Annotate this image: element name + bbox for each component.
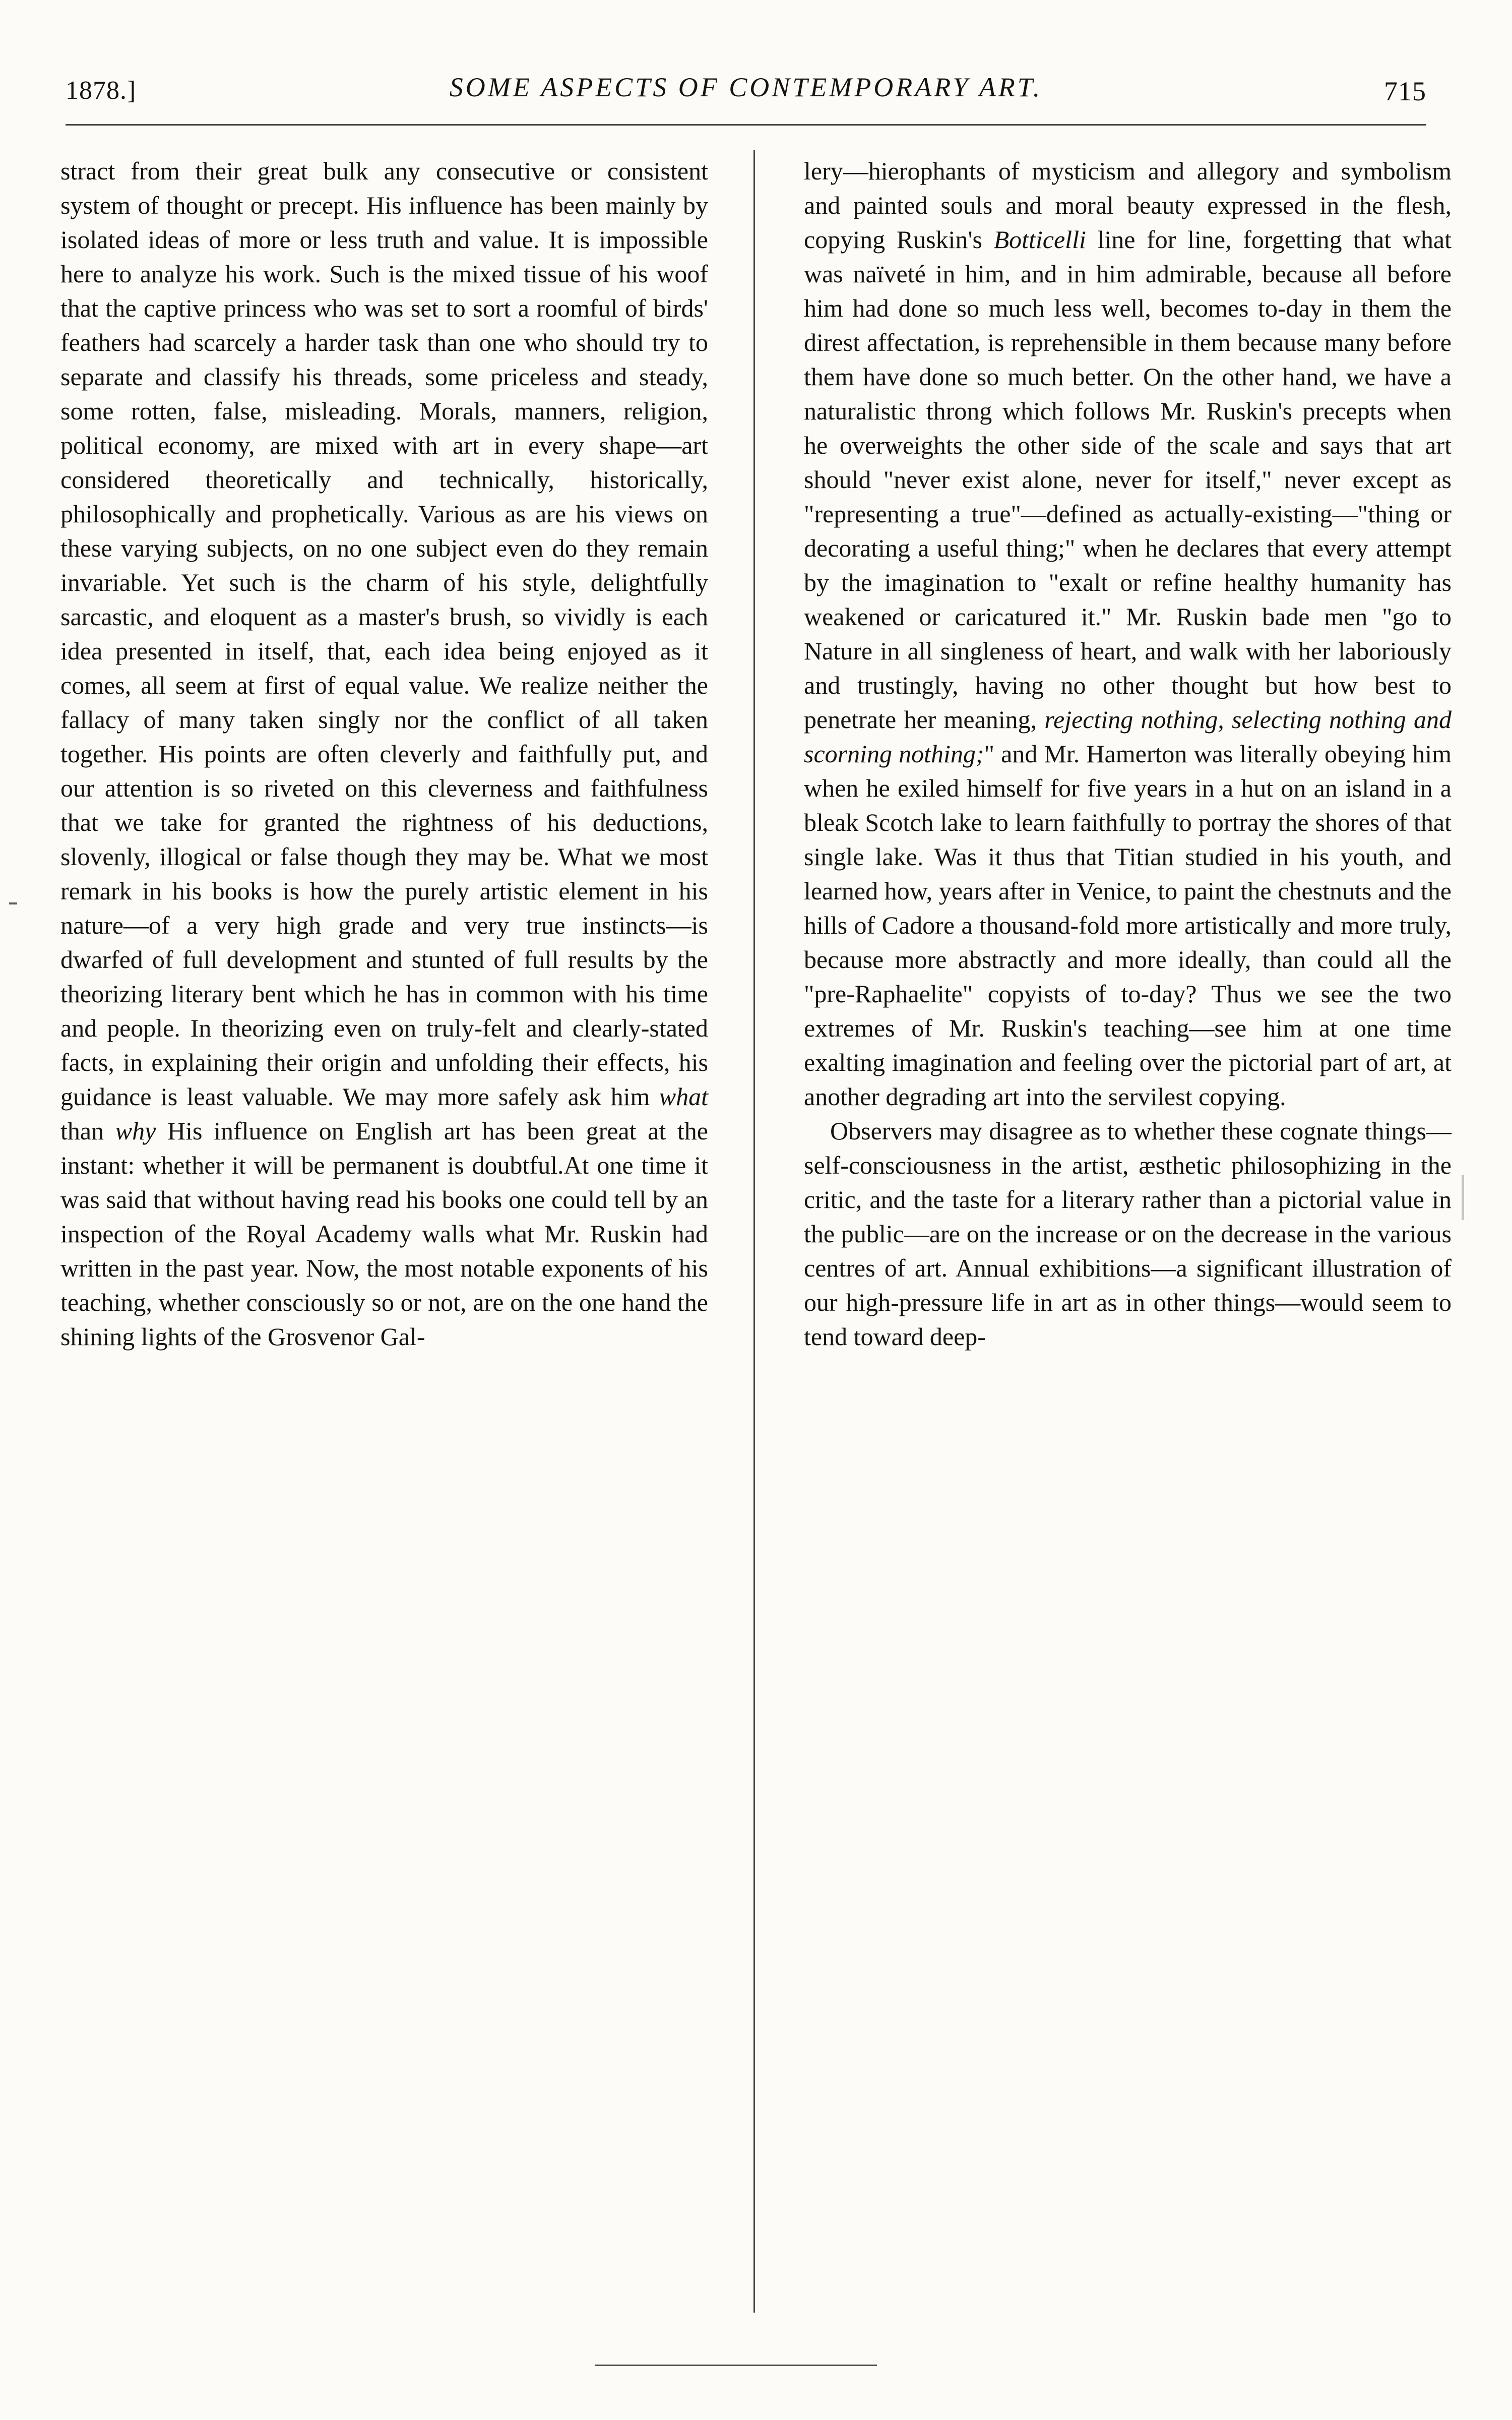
running-head bbox=[66, 60, 1426, 121]
page-content bbox=[60, 60, 1452, 1354]
paragraph-left-1-text: stract from their great bulk any consecutive or consistent system of thought or precept. His influence has been mainly by isolated ideas of more or less truth and value. It is impossible here to analyze his work. Such is the mixed tissue of his woof that the captive princess who was set to sort a roomful of birds' feathers had scarcely a harder task than one who should try to separate and classify his threads, some priceless and steady, some rotten, false, misleading. Morals, manners, religion, political economy, are mixed with art in every shape—art considered theoretically and technically, historically, philosophically and prophetically. Various as are his views on these varying subjects, on no one subject even do they remain invariable. Yet such is the charm of his style, delightfully sarcastic, and eloquent as a master's brush, so vividly is each idea presented in itself, that, each idea being enjoyed as it comes, all seem at first of equal value. We realize neither the fallacy of many taken singly nor the conflict of all taken together. His points are often cleverly and faithfully put, and our attention is so riveted on this cleverness and faithfulness that we take for granted the rightness of his deductions, slovenly, illogical or false though they may be. What we most remark in his books is how the purely artistic element in his nature—of a very high grade and very true instincts—is dwarfed of full development and stunted of full results by the theorizing literary bent which he has in common with his time and people. In theorizing even on truly-felt and clearly-stated facts, in explaining their origin and unfolding their effects, his guidance is least valuable. We may more safely ask him bbox=[60, 157, 708, 1111]
paragraph-left-1-tail: His influence on English art has been great at the instant: whether it will be permanent is doubtful. bbox=[60, 1117, 708, 1179]
paragraph-left-1 bbox=[60, 154, 708, 1354]
header-rule bbox=[66, 124, 1426, 126]
italic-rejecting-nothing: rejecting nothing, selecting nothing and scorning nothing; bbox=[804, 705, 1452, 768]
paragraph-left-1-last: At one time it was said that without having read his books one could tell by an inspection of the Royal Academy walls what Mr. Ruskin had written in the past year. Now, the most notable exponents of his teaching, whether consciously so or not, are on the one hand the shining lights of the Grosvenor Gal- bbox=[60, 1151, 708, 1351]
header-year: 1878.] bbox=[66, 76, 137, 105]
paragraph-right-1 bbox=[804, 154, 1452, 1114]
paragraph-right-2: Observers may disagree as to whether these cognate things—self-consciousness in the artist, æsthetic philosophizing in the critic, and the taste for a literary rather than a pictorial value in the public—are on the increase or on the decrease in the various centres of art. Annual exhibitions—a significant illustration of our high-pressure life in art as in other things—would seem to tend toward deep- bbox=[804, 1117, 1452, 1351]
page-number: 715 bbox=[1384, 76, 1426, 106]
italic-why: why bbox=[115, 1117, 156, 1145]
left-column bbox=[60, 154, 708, 1354]
italic-what: what bbox=[659, 1082, 708, 1111]
paragraph-right-1-post: " and Mr. Hamerton was literally obeying him when he exiled himself for five years in a hut on an island in a bleak Scotch lake to learn faithfully to portray the shores of that single lake. Was it thus that Titian studied in his youth, and learned how, years after in Venice, to paint the chestnuts and the hills of Cadore a thousand-fold more artistically and more truly, because more abstractly and more ideally, than could all the "pre-Raphaelite" copyists of to-day? Thus we see the two extremes of Mr. Ruskin's teaching—see him at one time exalting imagination and feeling over the pictorial part of art, at another degrading art into the servilest copying. bbox=[804, 740, 1452, 1111]
paragraph-right-1-pre: lery—hierophants of mysticism and allegory and symbolism and painted souls and moral beauty expressed in the flesh, copying Ruskin's bbox=[804, 157, 1452, 254]
column-divider-rule bbox=[753, 150, 755, 2313]
right-column bbox=[804, 154, 1452, 1354]
margin-mark bbox=[9, 902, 17, 904]
header-running-title: SOME ASPECTS OF CONTEMPORARY ART. bbox=[449, 72, 1043, 102]
page-speck bbox=[1462, 1175, 1464, 1220]
text-columns bbox=[60, 154, 1452, 1354]
paragraph-right-1-mid: line for line, forgetting that what was naïveté in him, and in him admirable, because all before him had done so much less well, becomes to-day in them the direst affectation, is reprehensible in them because many before them have done so much better. On the other hand, we have a naturalistic throng which follows Mr. Ruskin's precepts when he overweights the other side of the scale and says that art should "never exist alone, never for itself," never except as "representing a true"—defined as actually-existing—"thing or decorating a useful thing;" when he declares that every attempt by the imagination to "exalt or refine healthy humanity has weakened or caricatured it." Mr. Ruskin bade men "go to Nature in all singleness of heart, and walk with her laboriously and trustingly, having no other thought but how best to penetrate her meaning, bbox=[804, 225, 1452, 734]
than-word: than bbox=[60, 1117, 115, 1145]
footer-rule bbox=[595, 2365, 877, 2366]
italic-botticelli: Botticelli bbox=[993, 225, 1086, 254]
